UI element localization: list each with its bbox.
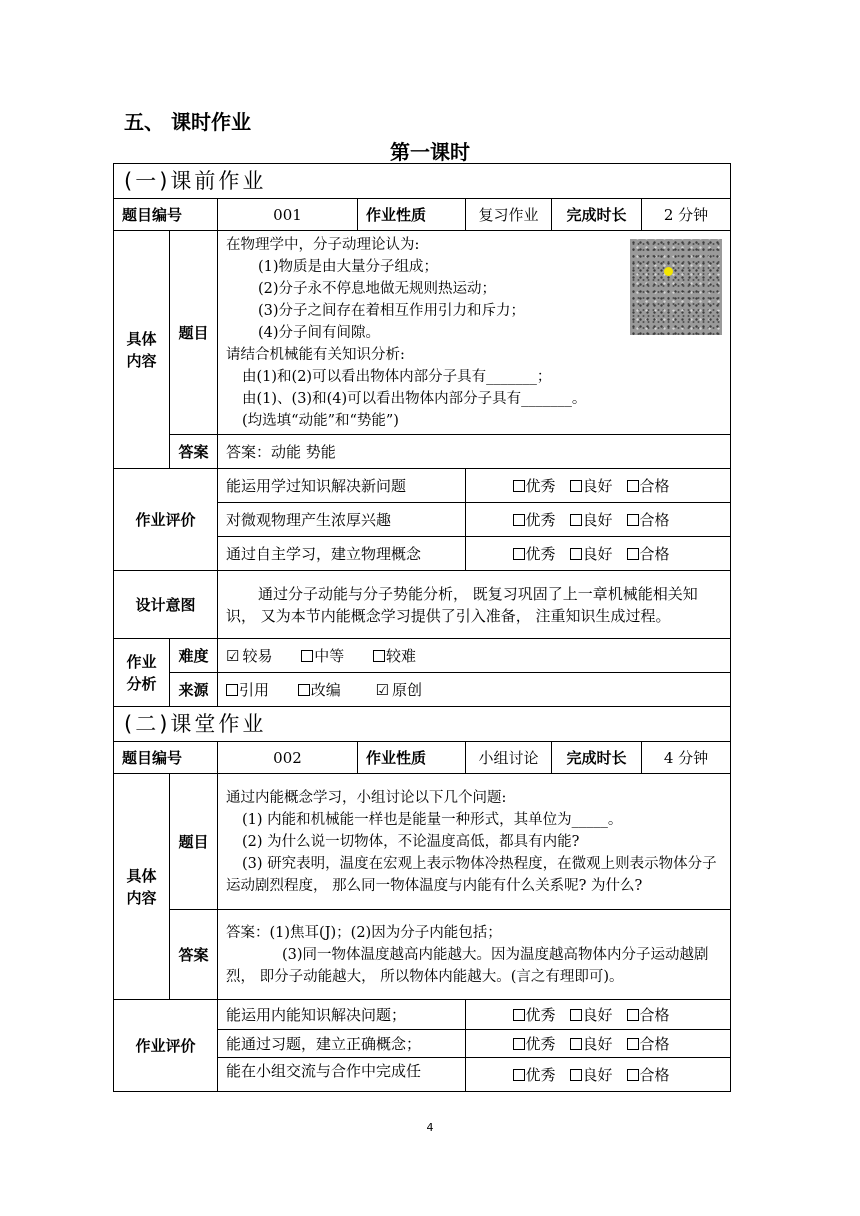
difficulty-medium-checkbox[interactable]: 中等: [301, 647, 344, 665]
rating-excellent[interactable]: 优秀: [513, 545, 556, 563]
rating-excellent[interactable]: 优秀: [513, 1006, 556, 1024]
rating-good[interactable]: 良好: [570, 545, 613, 563]
page-number: 4: [426, 1121, 434, 1134]
section1-title: (一)课前作业: [114, 164, 731, 199]
eval-label: 作业评价: [114, 1000, 218, 1092]
id-value: 002: [218, 742, 358, 774]
source-cite-checkbox[interactable]: 引用: [226, 681, 269, 699]
source-adapt-checkbox[interactable]: 改编: [298, 681, 341, 699]
rating-pass[interactable]: 合格: [627, 477, 670, 495]
content-label: 具体内容: [114, 231, 170, 469]
question-line: (1) 内能和机械能一样也是能量一种形式，其单位为_____。: [242, 812, 623, 828]
rating-good[interactable]: 良好: [570, 511, 613, 529]
section-heading: 五、 课时作业: [124, 110, 251, 134]
difficulty-easy-checkbox[interactable]: ☑ 较易: [226, 647, 272, 665]
eval-criterion: 能运用内能知识解决问题；: [218, 1000, 466, 1030]
source-options[interactable]: [218, 673, 731, 707]
rating-options[interactable]: [466, 537, 731, 571]
source-original-checkbox[interactable]: ☑ 原创: [376, 681, 422, 699]
answer-text: [218, 910, 731, 1000]
rating-good[interactable]: 良好: [570, 1006, 613, 1024]
rating-options[interactable]: [466, 1058, 731, 1092]
answer-label: 答案: [170, 435, 218, 469]
eval-criterion: 通过自主学习，建立物理概念: [218, 537, 466, 571]
rating-excellent[interactable]: 优秀: [513, 511, 556, 529]
question-line: 请结合机械能有关知识分析:: [226, 347, 405, 363]
rating-excellent[interactable]: 优秀: [513, 1066, 556, 1084]
question-text: [218, 231, 731, 435]
answer-line: 答案：(1)焦耳(J)；(2)因为分子内能包括；: [226, 925, 502, 941]
rating-excellent[interactable]: 优秀: [513, 477, 556, 495]
source-label: 来源: [170, 673, 218, 707]
question-line: (3) 研究表明，温度在宏观上表示物体冷热程度，在微观上则表示物体分子运动剧烈程度， 那么同一物体温度与内能有什么关系呢? 为什么?: [226, 856, 717, 894]
difficulty-hard-checkbox[interactable]: 较难: [373, 647, 416, 665]
rating-pass[interactable]: 合格: [627, 1006, 670, 1024]
id-label: 题目编号: [114, 742, 218, 774]
rating-pass[interactable]: 合格: [627, 1035, 670, 1053]
rating-pass[interactable]: 合格: [627, 1066, 670, 1084]
answer-text: 答案：动能 势能: [218, 435, 731, 469]
rating-options[interactable]: [466, 503, 731, 537]
time-value: 4 分钟: [642, 742, 731, 774]
molecule-motion-image: [630, 239, 722, 335]
rating-good[interactable]: 良好: [570, 1035, 613, 1053]
id-value: 001: [218, 199, 358, 231]
question-line: (4)分子间有间隙。: [258, 325, 381, 341]
eval-label: 作业评价: [114, 469, 218, 571]
question-line: 由(1)和(2)可以看出物体内部分子具有_______；: [242, 369, 552, 385]
highlighted-molecule: [664, 267, 673, 276]
question-line: (2) 为什么说一切物体，不论温度高低，都具有内能?: [242, 834, 580, 850]
analysis-label: 作业 分析: [114, 639, 170, 707]
answer-line: (3)同一物体温度越高内能越大。因为温度越高物体内分子运动越剧烈， 即分子动能越大， 所以物体内能越大。(言之有理即可)。: [226, 947, 709, 985]
rating-good[interactable]: 良好: [570, 477, 613, 495]
question-line: (均选填“动能”和“势能”): [242, 413, 399, 429]
rating-excellent[interactable]: 优秀: [513, 1035, 556, 1053]
eval-criterion: 能在小组交流与合作中完成任: [218, 1058, 466, 1092]
question-line: (2)分子永不停息地做无规则热运动；: [258, 281, 497, 297]
eval-criterion: 能运用学过知识解决新问题: [218, 469, 466, 503]
homework-table: [113, 163, 731, 1092]
content-label: 具体内容: [114, 774, 170, 1000]
answer-label: 答案: [170, 910, 218, 1000]
rating-pass[interactable]: 合格: [627, 511, 670, 529]
nature-label: 作业性质: [358, 742, 466, 774]
question-label: 题目: [170, 774, 218, 910]
time-label: 完成时长: [552, 742, 642, 774]
rating-pass[interactable]: 合格: [627, 545, 670, 563]
rating-good[interactable]: 良好: [570, 1066, 613, 1084]
nature-value: 小组讨论: [466, 742, 552, 774]
difficulty-label: 难度: [170, 639, 218, 673]
page-subtitle: 第一课时: [390, 140, 470, 164]
question-label: 题目: [170, 231, 218, 435]
eval-criterion: 能通过习题，建立正确概念；: [218, 1030, 466, 1058]
time-value: 2 分钟: [642, 199, 731, 231]
question-line: (1)物质是由大量分子组成；: [258, 259, 439, 275]
id-label: 题目编号: [114, 199, 218, 231]
intent-label: 设计意图: [114, 571, 218, 639]
question-line: (3)分子之间存在着相互作用引力和斥力；: [258, 303, 526, 319]
rating-options[interactable]: [466, 1030, 731, 1058]
intent-text: 通过分子动能与分子势能分析， 既复习巩固了上一章机械能相关知识， 又为本节内能概念学习提供了引入准备， 注重知识生成过程。: [218, 571, 731, 639]
section2-title: (二)课堂作业: [114, 707, 731, 742]
nature-value: 复习作业: [466, 199, 552, 231]
question-line: 通过内能概念学习，小组讨论以下几个问题:: [226, 790, 507, 806]
nature-label: 作业性质: [358, 199, 466, 231]
difficulty-options[interactable]: [218, 639, 731, 673]
question-line: 由(1)、(3)和(4)可以看出物体内部分子具有_______。: [242, 391, 587, 407]
rating-options[interactable]: [466, 469, 731, 503]
rating-options[interactable]: [466, 1000, 731, 1030]
eval-criterion: 对微观物理产生浓厚兴趣: [218, 503, 466, 537]
question-text: [218, 774, 731, 910]
time-label: 完成时长: [552, 199, 642, 231]
question-line: 在物理学中，分子动理论认为:: [226, 237, 420, 253]
